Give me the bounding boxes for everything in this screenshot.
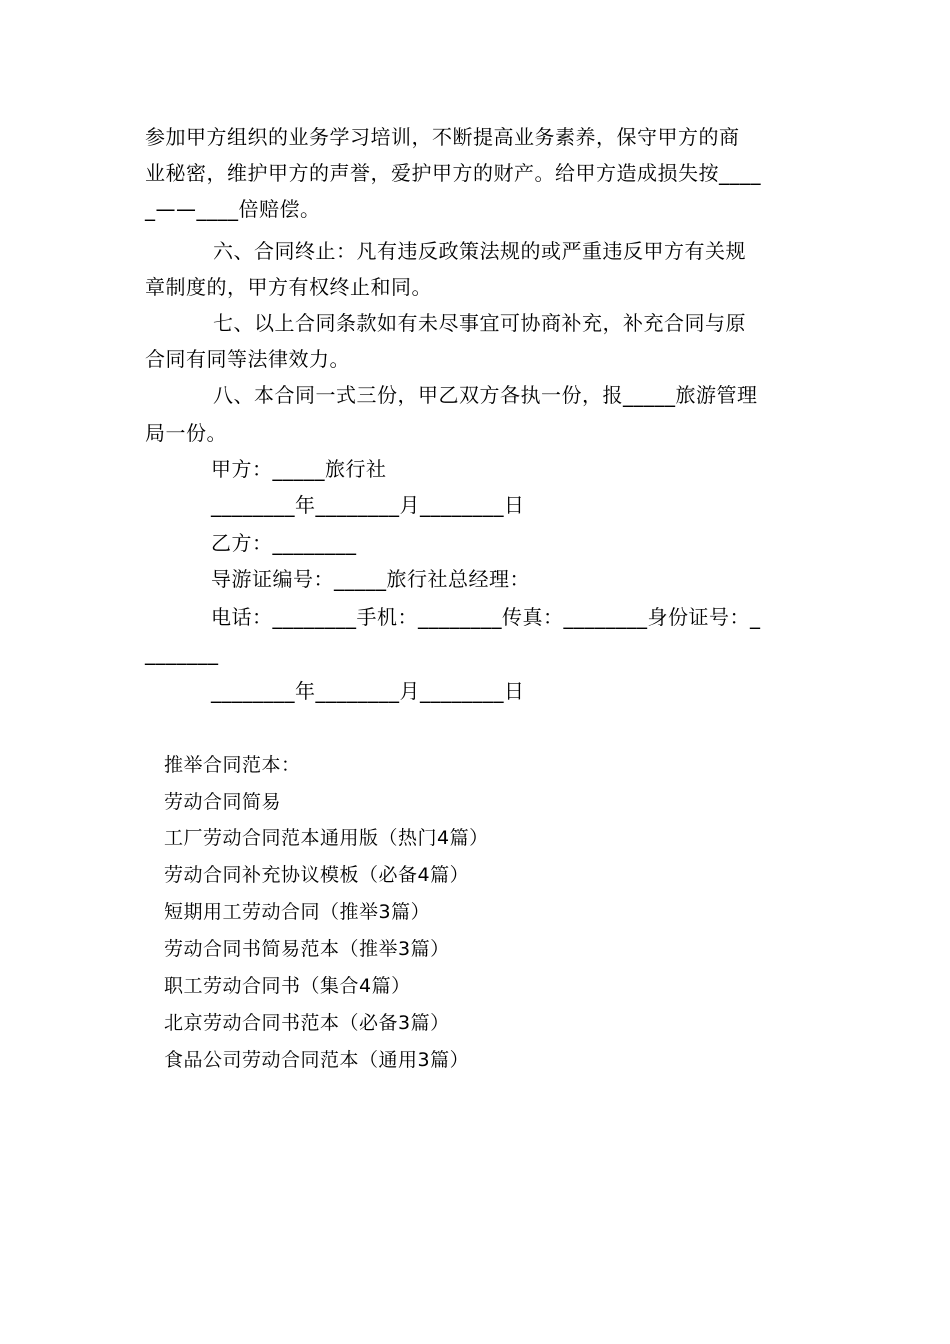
party-a-signature: 甲方：_____旅行社 <box>211 457 387 481</box>
party-a-date: ________年________月________日 <box>211 493 525 517</box>
body-paragraph-line: 业秘密，维护甲方的声誉，爱护甲方的财产。给甲方造成损失按____ <box>145 161 761 185</box>
party-b-signature: 乙方：________ <box>211 531 357 555</box>
party-b-date: ________年________月________日 <box>211 679 525 703</box>
clause-eight-line: 局一份。 <box>145 421 227 445</box>
clause-eight-line: 八、本合同一式三份，甲乙双方各执一份，报_____旅游管理 <box>213 383 758 407</box>
contact-info-continuation: _______ <box>145 641 219 665</box>
recommend-link[interactable]: 北京劳动合同书范本（必备3篇） <box>164 1012 450 1034</box>
body-paragraph-line: _——____倍赔偿。 <box>145 197 321 221</box>
clause-seven-line: 合同有同等法律效力。 <box>145 347 350 371</box>
contact-info-line: 电话：________手机：________传真：________身份证号：_ <box>211 605 761 629</box>
guide-license-line: 导游证编号：_____旅行社总经理： <box>211 567 530 591</box>
recommend-link[interactable]: 劳动合同补充协议模板（必备4篇） <box>164 864 470 886</box>
recommend-link[interactable]: 食品公司劳动合同范本（通用3篇） <box>164 1049 470 1071</box>
body-paragraph-line: 参加甲方组织的业务学习培训，不断提高业务素养，保守甲方的商 <box>145 125 740 149</box>
recommend-link[interactable]: 工厂劳动合同范本通用版（热门4篇） <box>164 827 489 849</box>
recommend-link[interactable]: 短期用工劳动合同（推举3篇） <box>164 901 431 923</box>
recommend-link[interactable]: 劳动合同简易 <box>164 791 282 813</box>
clause-six-line: 章制度的，甲方有权终止和同。 <box>145 275 432 299</box>
recommend-heading: 推举合同范本： <box>164 754 301 776</box>
clause-six-line: 六、合同终止：凡有违反政策法规的或严重违反甲方有关规 <box>213 239 746 263</box>
recommend-link[interactable]: 劳动合同书简易范本（推举3篇） <box>164 938 450 960</box>
clause-seven-line: 七、以上合同条款如有未尽事宜可协商补充，补充合同与原 <box>213 311 746 335</box>
recommend-link[interactable]: 职工劳动合同书（集合4篇） <box>164 975 411 997</box>
